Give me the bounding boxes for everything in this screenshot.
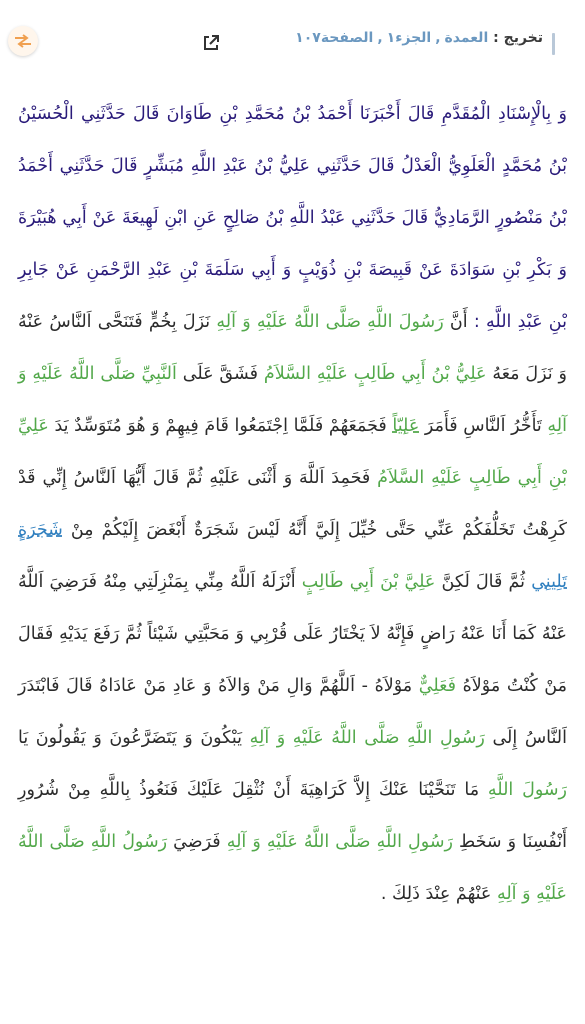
matn-text: أَنَّ — [443, 312, 468, 332]
highlighted-name: عَلِيِّ بْنِ أَبِي طَالِبٍ عَلَيْهِ السَّلاَمُ — [18, 416, 567, 488]
matn-text: مَوْلاَهُ - اَللَّهُمَّ وَالِ مَنْ وَالاَهُ وَ عَادِ مَنْ عَادَاهُ قَالَ فَابْتَدَرَ اَلنَّاسُ إِلَى — [18, 676, 567, 748]
matn-text: فَرَضِيَ — [167, 832, 227, 852]
matn-text: يَبْكُونَ وَ يَتَضَرَّعُونَ وَ يَقُولُونَ يَا — [18, 728, 250, 748]
takhrij-label: تخريج : — [493, 30, 543, 46]
source-book-link[interactable]: العمدة — [444, 30, 489, 46]
glossary-link[interactable]: شَجَرَةٍ تَلِينِي — [18, 520, 568, 592]
matn-text: تَأَخُّرُ اَلنَّاسِ فَأَمَرَ — [419, 416, 548, 436]
highlighted-name: رَسُولَ اللَّهِ صَلَّى اللَّهُ عَلَيْهِ وَ آلِهِ — [216, 312, 444, 332]
highlighted-name: عَلِيُّ بْنُ أَبِي طَالِبٍ عَلَيْهِ السَّلاَمُ — [263, 364, 487, 384]
highlighted-name: فَعَلِيٌّ — [418, 676, 456, 696]
compare-button[interactable] — [8, 26, 38, 56]
highlighted-name: رَسُولُ اللَّهِ صَلَّى اللَّهُ عَلَيْهِ وَ آلِهِ — [18, 832, 567, 904]
source-page[interactable]: الصفحة١٠٧ — [295, 30, 374, 46]
matn-text: فَشَقَّ عَلَى — [176, 364, 264, 384]
highlighted-name: رَسُولِ اللَّهِ صَلَّى اللَّهُ عَلَيْهِ وَ آلِهِ — [249, 728, 485, 748]
matn-text: ثُمَّ قَالَ لَكِنَّ — [435, 572, 532, 592]
matn-text: فَجَمَعَهُمْ فَلَمَّا اِجْتَمَعُوا قَامَ فِيهِمْ وَ هُوَ مُتَوَسِّدٌ يَدَ — [48, 416, 393, 436]
swap-arrows-icon — [14, 34, 32, 48]
reference-header — [0, 0, 585, 84]
takhrij-line: تخريج : العمدة,الجزء١,الصفحة١٠٧ — [295, 30, 543, 46]
matn-text: عَنْهُمْ عِنْدَ ذَلِكَ . — [380, 884, 497, 904]
highlighted-name: اَلنَّبِيِّ صَلَّى اللَّهُ عَلَيْهِ وَ آلِهِ — [18, 364, 567, 436]
matn-text: نَزَلَ بِخُمٍّ فَتَنَحَّى اَلنَّاسُ عَنْهُ وَ نَزَلَ مَعَهُ — [18, 312, 567, 384]
hadith-text — [18, 88, 567, 920]
highlighted-name: عَلِيَّ بْنَ أَبِي طَالِبٍ — [301, 572, 436, 592]
source-volume[interactable]: الجزء١ — [386, 30, 432, 46]
accent-bar — [552, 33, 555, 55]
external-link-icon[interactable] — [202, 34, 220, 52]
highlighted-link[interactable]: عَلِيّاً — [392, 416, 420, 436]
matn-text: مَا تَنَحَّيْنَا عَنْكَ إِلاَّ كَرَاهِيَةَ أَنْ نُثْقِلَ عَلَيْكَ فَنَعُوذُ بِاللَّهِ مِنْ شُرُورِ أَنْفُسِنَا وَ سَخَطِ — [18, 780, 567, 852]
isnad-text: وَ بِالْإِسْنَادِ الْمُقَدَّمِ قَالَ أَخْبَرَنَا أَحْمَدُ بْنُ مُحَمَّدِ بْنِ طَاوَانَ قَالَ حَدَّثَنِي الْحُسَيْنُ بْنُ مُحَمَّدٍ الْعَلَوِيُّ الْعَدْلُ قَالَ حَدَّثَنِي عَلِيُّ بْنُ عَبْدِ اللَّهِ مُبَشِّرٍ قَالَ حَدَّثَنِي أَحْمَدُ بْنُ مَنْصُورٍ الرَّمَادِيُّ قَالَ حَدَّثَنِي عَبْدُ اللَّهِ بْنُ صَالِحٍ عَنِ ابْنِ لَهِيعَةَ عَنْ أَبِي هُبَيْرَةَ وَ بَكْرِ بْنِ سَوَادَةَ عَنْ قَبِيصَةَ بْنِ ذُوَيْبٍ وَ أَبِي سَلَمَةَ بْنِ عَبْدِ الرَّحْمَنِ عَنْ جَابِرِ بْنِ عَبْدِ اللَّهِ : — [18, 104, 568, 332]
highlighted-name: رَسُولِ اللَّهِ صَلَّى اللَّهُ عَلَيْهِ وَ آلِهِ — [226, 832, 453, 852]
matn-text: أَنْزَلَهُ اَللَّهُ مِنِّي بِمَنْزِلَتِي مِنْهُ فَرَضِيَ اَللَّهُ عَنْهُ كَمَا أَنَا عَنْهُ رَاضٍ فَإِنَّهُ لاَ يَخْتَارُ عَلَى قُرْبِي وَ مَحَبَّتِي شَيْئاً ثُمَّ رَفَعَ يَدَيْهِ فَقَالَ مَنْ كُنْتُ مَوْلاَهُ — [18, 572, 567, 696]
highlighted-name: رَسُولَ اللَّهِ — [487, 780, 567, 800]
matn-text: فَحَمِدَ اَللَّهَ وَ أَثْنَى عَلَيْهِ ثُمَّ قَالَ أَيُّهَا اَلنَّاسُ إِنِّي قَدْ كَرِهْتُ تَخَلُّفَكُمْ عَنِّي حَتَّى خُيِّلَ إِلَيَّ أَنَّهُ لَيْسَ شَجَرَةٌ أَبْغَضَ إِلَيْكُمْ مِنْ — [18, 468, 567, 540]
